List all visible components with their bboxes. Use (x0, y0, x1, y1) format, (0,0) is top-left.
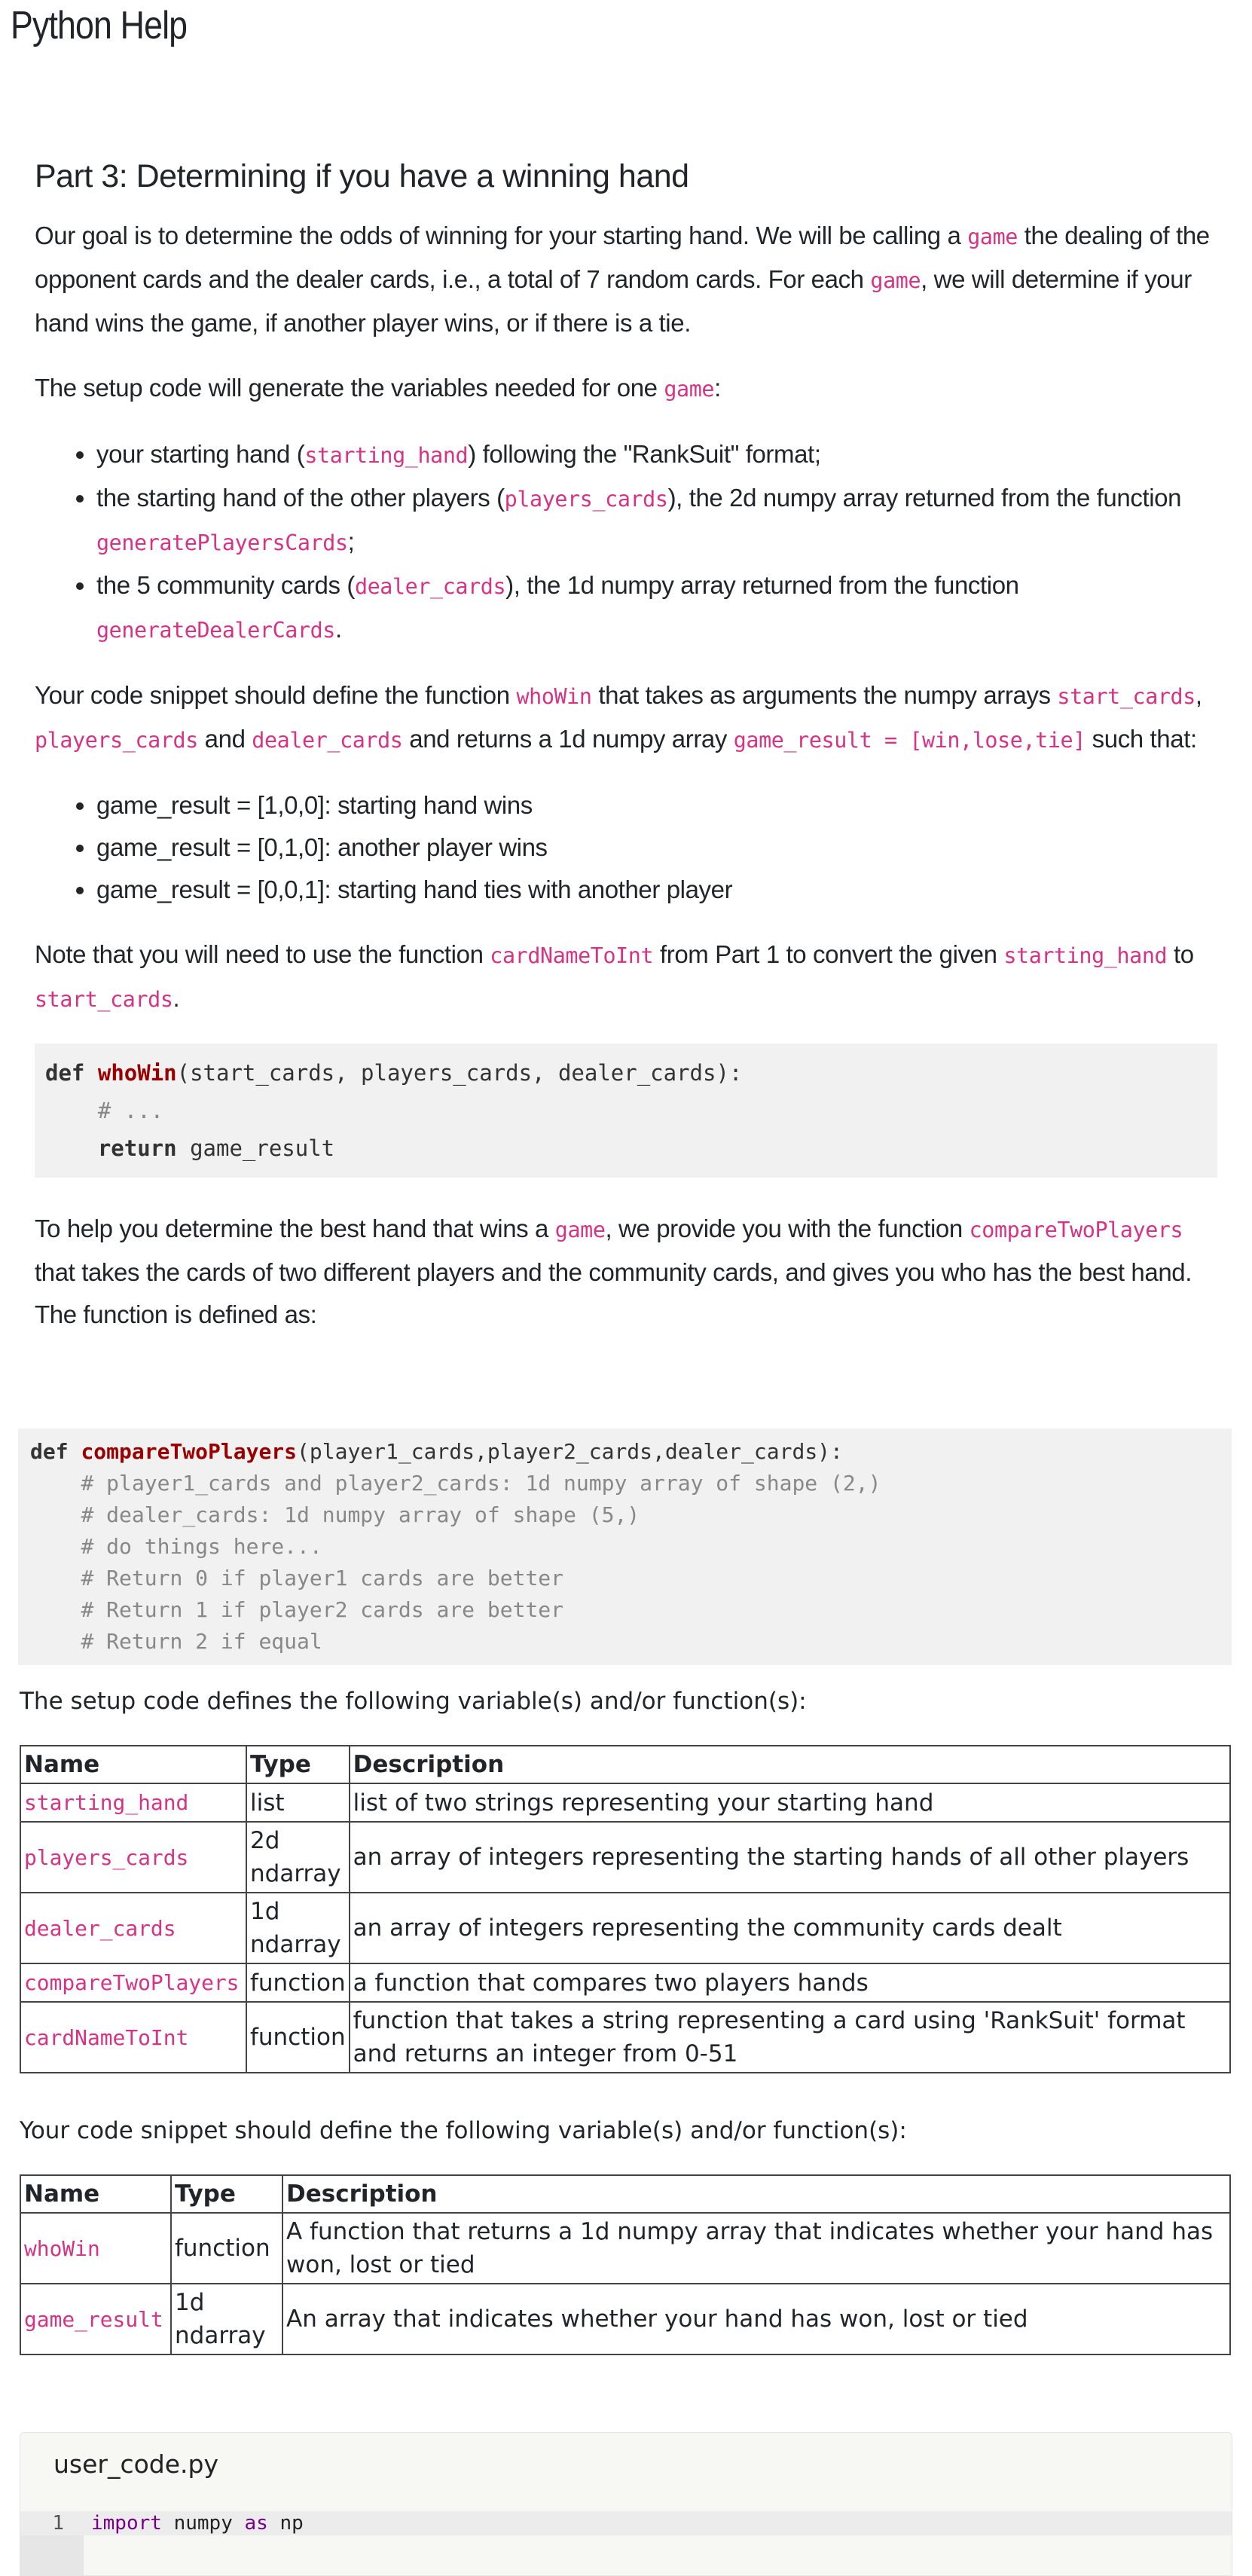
part-heading: Part 3: Determining if you have a winning hand (35, 158, 689, 194)
variable-description: an array of integers representing the community cards dealt (350, 1893, 1230, 1963)
question-body (35, 158, 1217, 1358)
line-number: 1 (52, 2512, 64, 2535)
table-row (20, 2284, 1230, 2354)
inline-code: dealer_cards (252, 728, 403, 753)
inline-code: compareTwoPlayers (969, 1218, 1183, 1242)
variable-name: whoWin (24, 2235, 100, 2261)
inline-code: players_cards (35, 728, 198, 753)
compare-code-block: def compareTwoPlayers(player1_cards,player2_cards,dealer_cards): # player1_cards and player2_cards: 1d numpy array of shape (2,) # dealer_cards: 1d numpy array of shape (5,) # do things here... # Return 0 if player1 cards are better # Return 1 if player2 cards are better # Return 2 if equal (18, 1429, 1232, 1665)
note-sentence: Note that you will need to use the function cardNameToInt from Part 1 to convert the given starting_hand to start_cards. (35, 940, 1194, 1012)
table-row (20, 2213, 1230, 2284)
define-variables-table (20, 2174, 1231, 2355)
inline-code: whoWin (516, 684, 592, 709)
inline-code: generateDealerCards (96, 618, 335, 643)
variable-name: compareTwoPlayers (24, 1970, 240, 1995)
table-row (20, 2002, 1230, 2073)
variable-type: function (171, 2213, 282, 2284)
inline-code: dealer_cards (354, 574, 506, 599)
variable-type: 1d ndarray (171, 2284, 282, 2354)
variable-type: list (246, 1783, 350, 1822)
whowin-code-block: def whoWin(start_cards, players_cards, dealer_cards): # ... return game_result (35, 1044, 1217, 1178)
variable-description: An array that indicates whether your hand has won, lost or tied (282, 2284, 1230, 2354)
table-header: Type (246, 1746, 350, 1783)
table-header: Description (282, 2175, 1230, 2213)
inline-code: generatePlayersCards (96, 530, 348, 555)
inline-code: starting_hand (304, 443, 469, 468)
variable-name: cardNameToInt (24, 2024, 189, 2050)
list-item: • the 5 community cards (dealer_cards), the 1d numpy array returned from the function generateDealerCards. (96, 564, 1217, 652)
inline-code: game (664, 377, 715, 402)
inline-code: game (554, 1218, 606, 1242)
variable-description: a function that compares two players hands (350, 1963, 1230, 2002)
table-header: Name (20, 1746, 246, 1783)
setup-sentence: The setup code will generate the variables needed for one game: (35, 374, 721, 402)
editor-code-line[interactable]: import numpy as np (91, 2512, 304, 2535)
define-table-intro: Your code snippet should define the following variable(s) and/or function(s): (20, 2117, 907, 2144)
list-item: • the starting hand of the other players (players_cards), the 2d numpy array returned from the function generatePlayersCards; (96, 477, 1217, 564)
inline-code: starting_hand (1003, 943, 1168, 968)
inline-code: players_cards (504, 487, 668, 512)
variable-description: an array of integers representing the starting hands of all other players (350, 1822, 1230, 1893)
snippet-sentence: Your code snippet should define the function whoWin that takes as arguments the numpy arrays start_cards, players_cards and dealer_cards and returns a 1d numpy array game_result = [win,lose,tie] such that: (35, 681, 1202, 753)
variable-type: 1d ndarray (246, 1893, 350, 1963)
table-header: Type (171, 2175, 282, 2213)
editor-filename: user_code.py (53, 2449, 219, 2479)
variable-description: list of two strings representing your starting hand (350, 1783, 1230, 1822)
variable-type: function (246, 1963, 350, 2002)
page-title: Python Help (11, 4, 188, 47)
setup-variables-list (35, 433, 1217, 652)
inline-code: game (967, 225, 1018, 249)
inline-code: cardNameToInt (490, 943, 654, 968)
code-editor[interactable] (20, 2432, 1232, 2576)
variable-description: function that takes a string representing a card using 'RankSuit' format and returns an integer from 0-51 (350, 2002, 1230, 2073)
help-sentence: To help you determine the best hand that wins a game, we provide you with the function compareTwoPlayers that takes the cards of two different players and the community cards, and gives you who has the best hand. The function is defined as: (35, 1215, 1192, 1328)
inline-code: game_result = [win,lose,tie] (733, 728, 1086, 753)
setup-variables-table (20, 1745, 1231, 2073)
list-item: • your starting hand (starting_hand) following the "RankSuit" format; (96, 433, 1217, 477)
variable-name: game_result (24, 2306, 163, 2332)
inline-code: start_cards (1057, 684, 1196, 709)
table-row (20, 1893, 1230, 1963)
table-row (20, 1783, 1230, 1822)
list-item: • game_result = [1,0,0]: starting hand wins (96, 784, 1217, 827)
table-header: Description (350, 1746, 1230, 1783)
variable-name: dealer_cards (24, 1915, 176, 1941)
variable-type: function (246, 2002, 350, 2073)
intro-paragraph: Our goal is to determine the odds of winning for your starting hand. We will be calling a game the dealing of the opponent cards and the dealer cards, i.e., a total of 7 random cards. For each game, we will determine if your hand wins the game, if another player wins, or if there is a tie. (35, 222, 1210, 337)
game-result-list (35, 784, 1217, 911)
variable-type: 2d ndarray (246, 1822, 350, 1893)
variable-name: players_cards (24, 1844, 189, 1870)
variable-description: A function that returns a 1d numpy array that indicates whether your hand has won, lost or tied (282, 2213, 1230, 2284)
list-item: • game_result = [0,1,0]: another player wins (96, 827, 1217, 869)
inline-code: game (870, 268, 921, 293)
table-row (20, 1963, 1230, 2002)
list-item: • game_result = [0,0,1]: starting hand ties with another player (96, 869, 1217, 911)
table-header: Name (20, 2175, 171, 2213)
variable-name: starting_hand (24, 1790, 189, 1815)
table-row (20, 1822, 1230, 1893)
inline-code: start_cards (35, 987, 173, 1012)
setup-table-intro: The setup code defines the following variable(s) and/or function(s): (20, 1688, 807, 1715)
variables-section (20, 1685, 1232, 2396)
